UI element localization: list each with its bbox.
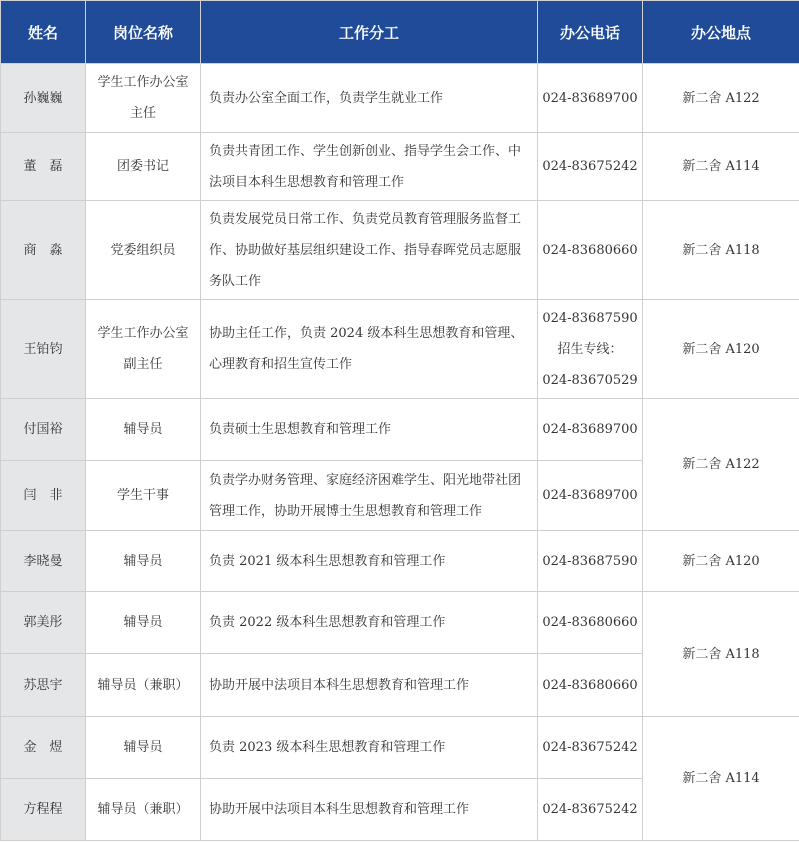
- tel-line: 024-83687590: [542, 310, 638, 326]
- cell-post: 辅导员（兼职）: [86, 654, 201, 717]
- cell-name: 付国裕: [1, 399, 86, 461]
- cell-tel: 024-83680660: [538, 654, 643, 717]
- cell-loc: 新二舍 A118: [643, 592, 799, 717]
- cell-post: 辅导员: [86, 592, 201, 654]
- cell-tel: 024-83675242: [538, 717, 643, 779]
- cell-loc: 新二舍 A114: [643, 133, 799, 201]
- table-row: [1, 133, 799, 201]
- header-name: 姓名: [1, 1, 86, 64]
- cell-post: 团委书记: [86, 133, 201, 201]
- tel-line: 024-83670529: [542, 372, 638, 388]
- table-row: [1, 399, 799, 461]
- cell-loc: 新二舍 A120: [643, 300, 799, 399]
- cell-post: 学生干事: [86, 461, 201, 531]
- cell-loc: 新二舍 A114: [643, 717, 799, 841]
- cell-loc: 新二舍 A122: [643, 399, 799, 531]
- cell-tel: 024-83675242: [538, 133, 643, 201]
- cell-name: 苏思宇: [1, 654, 86, 717]
- cell-duty: 负责硕士生思想教育和管理工作: [201, 399, 538, 461]
- table-header: [1, 1, 799, 64]
- cell-name: 孙巍巍: [1, 64, 86, 133]
- cell-tel: 024-83689700: [538, 461, 643, 531]
- cell-loc: 新二舍 A120: [643, 531, 799, 592]
- cell-name: 王铂钧: [1, 300, 86, 399]
- cell-duty: 负责 2022 级本科生思想教育和管理工作: [201, 592, 538, 654]
- cell-loc: 新二舍 A122: [643, 64, 799, 133]
- cell-duty: 负责学办财务管理、家庭经济困难学生、阳光地带社团管理工作，协助开展博士生思想教育和管理工作: [201, 461, 538, 531]
- cell-tel: 024-83680660: [538, 592, 643, 654]
- header-post: 岗位名称: [86, 1, 201, 64]
- cell-name: 商 淼: [1, 201, 86, 300]
- table-row: [1, 64, 799, 133]
- cell-tel: 024-83680660: [538, 201, 643, 300]
- table-body: [1, 64, 799, 841]
- header-tel: 办公电话: [538, 1, 643, 64]
- cell-post: 辅导员: [86, 399, 201, 461]
- cell-post: 党委组织员: [86, 201, 201, 300]
- cell-duty: 负责 2023 级本科生思想教育和管理工作: [201, 717, 538, 779]
- cell-name: 金 煜: [1, 717, 86, 779]
- table-row: [1, 531, 799, 592]
- cell-tel: 024-83687590: [538, 531, 643, 592]
- table-row: [1, 592, 799, 654]
- cell-post: 学生工作办公室副主任: [86, 300, 201, 399]
- cell-tel: 024-83689700: [538, 399, 643, 461]
- cell-loc: 新二舍 A118: [643, 201, 799, 300]
- cell-tel: 024-83689700: [538, 64, 643, 133]
- header-row: [1, 1, 799, 64]
- cell-duty: 协助主任工作，负责 2024 级本科生思想教育和管理、心理教育和招生宣传工作: [201, 300, 538, 399]
- tel-line: 招生专线：: [557, 341, 623, 357]
- cell-name: 董 磊: [1, 133, 86, 201]
- cell-duty: 协助开展中法项目本科生思想教育和管理工作: [201, 779, 538, 841]
- cell-post: 学生工作办公室主任: [86, 64, 201, 133]
- cell-duty: 负责办公室全面工作，负责学生就业工作: [201, 64, 538, 133]
- table-row: [1, 201, 799, 300]
- table-row: [1, 300, 799, 399]
- cell-post: 辅导员: [86, 531, 201, 592]
- table-row: [1, 717, 799, 779]
- cell-tel: 024-83675242: [538, 779, 643, 841]
- cell-duty: 负责 2021 级本科生思想教育和管理工作: [201, 531, 538, 592]
- cell-name: 方程程: [1, 779, 86, 841]
- cell-post: 辅导员（兼职）: [86, 779, 201, 841]
- cell-duty: 协助开展中法项目本科生思想教育和管理工作: [201, 654, 538, 717]
- cell-duty: 负责共青团工作、学生创新创业、指导学生会工作、中法项目本科生思想教育和管理工作: [201, 133, 538, 201]
- header-duty: 工作分工: [201, 1, 538, 64]
- cell-name: 李晓曼: [1, 531, 86, 592]
- header-loc: 办公地点: [643, 1, 799, 64]
- cell-tel: [538, 300, 643, 399]
- cell-post: 辅导员: [86, 717, 201, 779]
- cell-duty: 负责发展党员日常工作、负责党员教育管理服务监督工作、协助做好基层组织建设工作、指导春晖党员志愿服务队工作: [201, 201, 538, 300]
- cell-name: 郭美彤: [1, 592, 86, 654]
- cell-name: 闫 非: [1, 461, 86, 531]
